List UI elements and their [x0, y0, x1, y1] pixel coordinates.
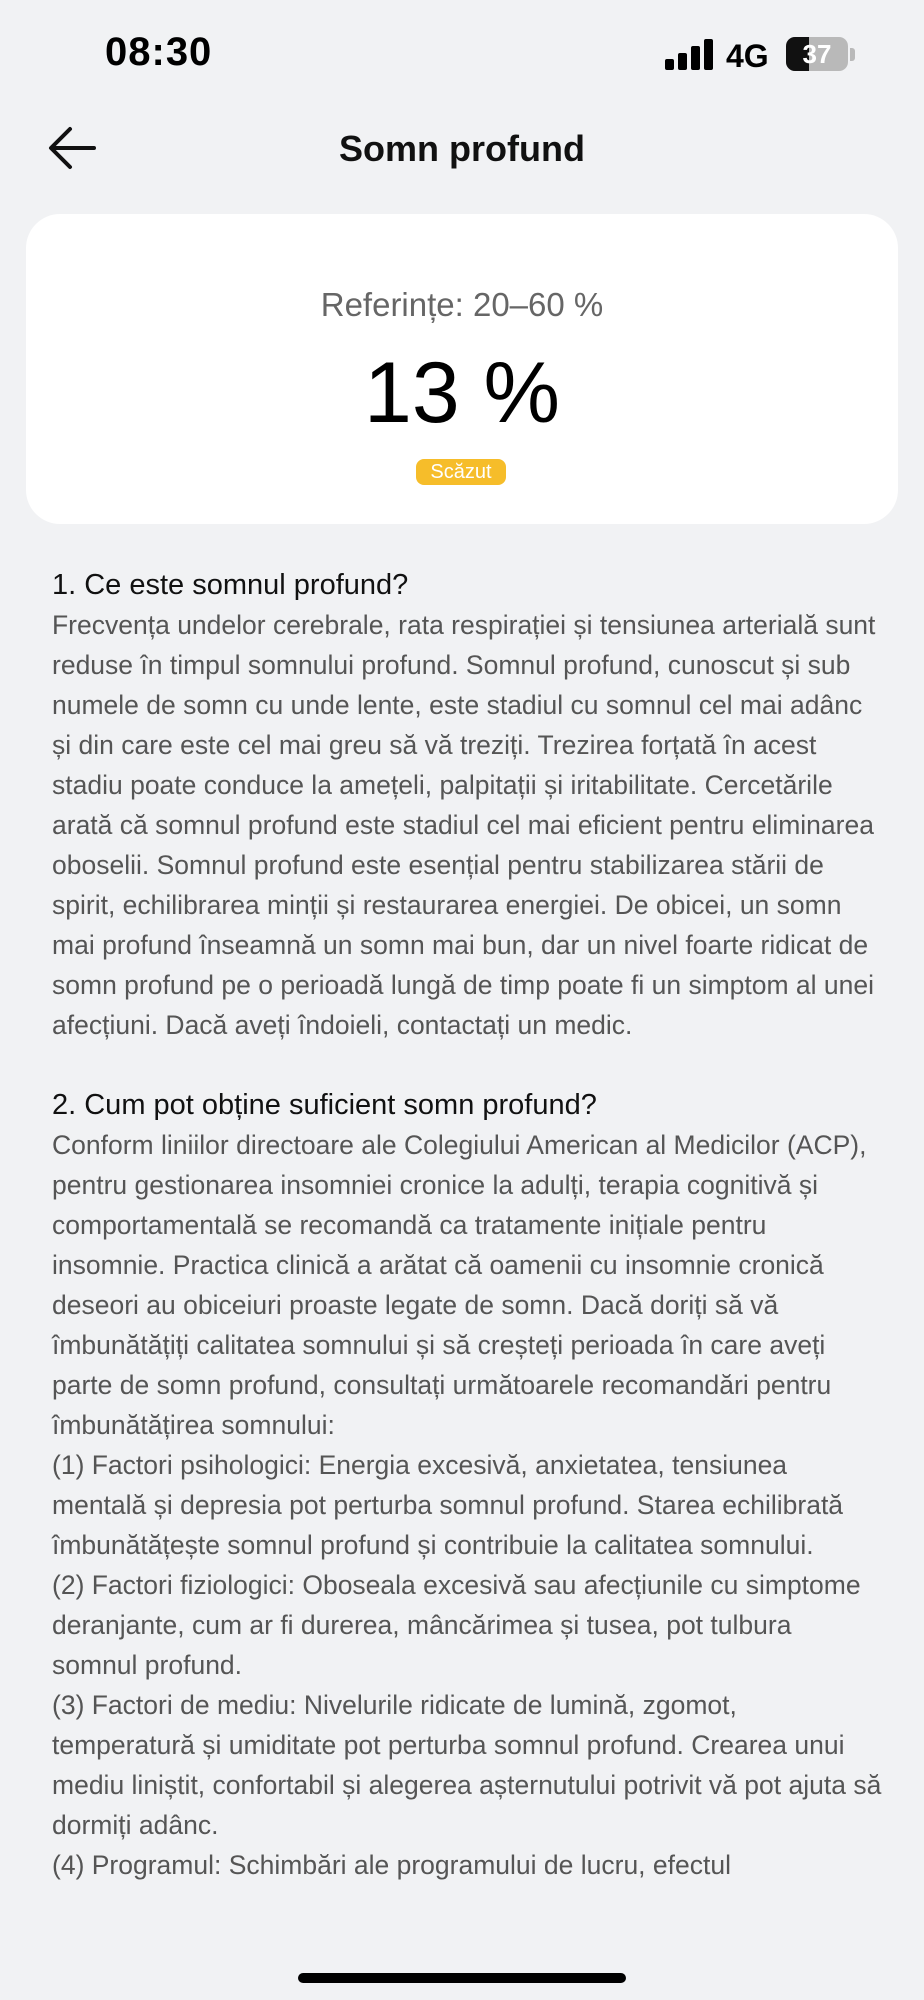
section-what-is-deep-sleep: [52, 565, 882, 1045]
signal-strength-icon: [665, 38, 715, 70]
section-heading: 2. Cum pot obține suficient somn profund?: [52, 1089, 597, 1121]
reference-range: Referințe: 20–60 %: [320, 286, 604, 323]
status-time: 08:30: [105, 30, 213, 74]
physiological-factors-paragraph: (2) Factori fiziologici: Oboseala excesivă sau afecțiunile cu simptome deranjante, cum ar fi durerea, mâncărimea și tusea, pot tulbura somnul profund.: [52, 1570, 861, 1680]
battery-level: 37: [802, 39, 832, 69]
psychological-factors-paragraph: (1) Factori psihologici: Energia excesivă, anxietatea, tensiunea mentală și depresia pot perturba somnul profund. Starea echilibrată îmbunătățește somnul profund și contribuie la calitatea somnului.: [52, 1450, 844, 1560]
status-badge: Scăzut: [416, 459, 506, 485]
article-content: [52, 565, 882, 1885]
environmental-factors-paragraph: (3) Factori de mediu: Nivelurile ridicate de lumină, zgomot, temperatură și umiditate pot perturba somnul profund. Crearea unui mediu liniștit, confortabil și alegerea așternutului potrivit vă pot ajuta să dormiți adânc.: [52, 1690, 882, 1840]
schedule-paragraph: (4) Programul: Schimbări ale programului de lucru, efectul: [52, 1850, 731, 1880]
section-paragraph: Frecvența undelor cerebrale, rata respirației și tensiunea arterială sunt reduse în timpul somnului profund. Somnul profund, cunoscut și sub numele de somn cu unde lente, este stadiul cu somnul cel mai adânc și din care este cel mai greu să vă treziți. Trezirea forțată în acest stadiu poate conduce la amețeli, palpitații și iritabilitate. Cercetările arată că somnul profund este stadiul cel mai eficient pentru eliminarea oboselii. Somnul profund este esențial pentru stabilizarea stării de spirit, echilibrarea minții și restaurarea energiei. De obicei, un somn mai profund înseamnă un somn mai bun, dar un nivel foarte ridicat de somn profund pe o perioadă lungă de timp poate fi un simptom al unei afecțiuni. Dacă aveți îndoieli, contactați un medic.: [52, 610, 876, 1040]
section-paragraph: Conform liniilor directoare ale Colegiului American al Medicilor (ACP), pentru gestionarea insomniei cronice la adulți, terapia cognitivă și comportamentală se recomandă ca tratamente inițiale pentru insomnie. Practica clinică a arătat că oamenii cu insomnie cronică deseori au obiceiuri proaste legate de somn. Dacă doriți să vă îmbunătățiți calitatea somnului și să creșteți perioada în care aveți parte de somn profund, consultați următoarele recomandări pentru îmbunătățirea somnului:: [52, 1130, 867, 1440]
section-heading: 1. Ce este somnul profund?: [52, 569, 409, 601]
battery-tip: [850, 48, 855, 61]
summary-card: [26, 214, 898, 524]
page-title: Somn profund: [339, 128, 585, 169]
network-type: 4G: [726, 38, 769, 74]
status-bar: [0, 0, 924, 110]
section-how-to-get-deep-sleep: [52, 1085, 882, 1885]
battery-icon: [786, 37, 848, 71]
home-indicator[interactable]: [298, 1973, 626, 1983]
deep-sleep-value: 13 %: [363, 345, 561, 441]
